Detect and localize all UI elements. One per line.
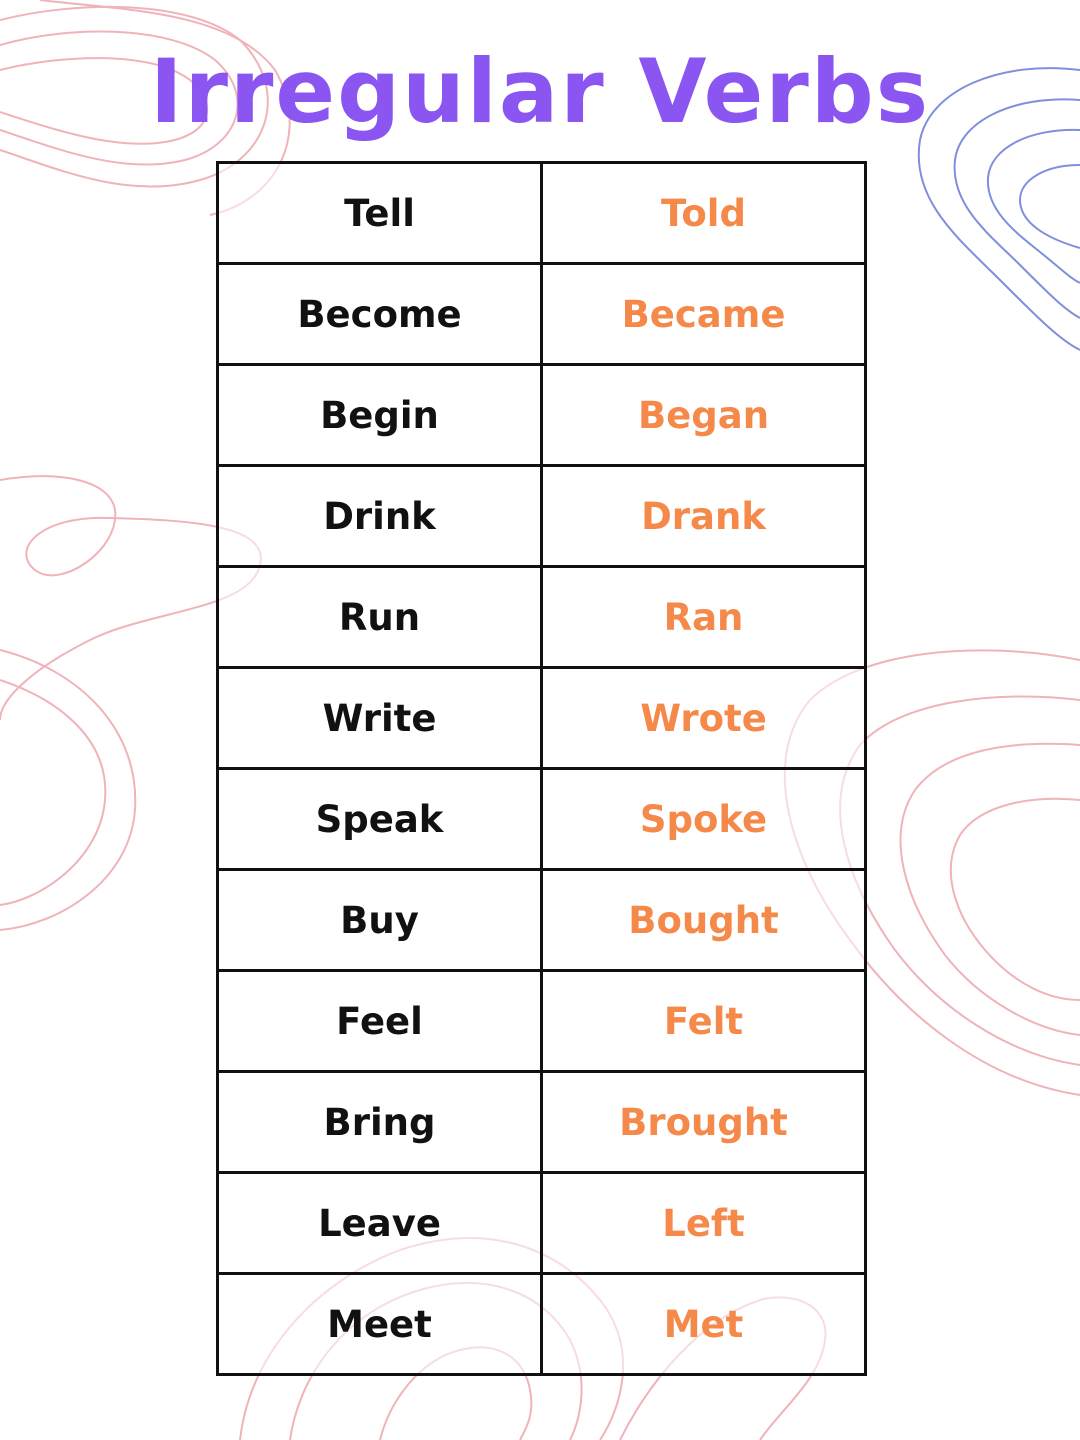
past-form-cell: Left bbox=[542, 1173, 866, 1274]
verb-row bbox=[218, 1072, 866, 1173]
verb-row bbox=[218, 1173, 866, 1274]
verb-row bbox=[218, 567, 866, 668]
verb-row bbox=[218, 870, 866, 971]
verb-row bbox=[218, 365, 866, 466]
base-form-cell: Become bbox=[218, 264, 542, 365]
base-form-cell: Tell bbox=[218, 163, 542, 264]
past-form-cell: Began bbox=[542, 365, 866, 466]
past-form-cell: Wrote bbox=[542, 668, 866, 769]
base-form-cell: Bring bbox=[218, 1072, 542, 1173]
verb-table-body bbox=[218, 163, 866, 1375]
past-form-cell: Told bbox=[542, 163, 866, 264]
base-form-cell: Drink bbox=[218, 466, 542, 567]
past-form-cell: Became bbox=[542, 264, 866, 365]
base-form-cell: Leave bbox=[218, 1173, 542, 1274]
past-form-cell: Drank bbox=[542, 466, 866, 567]
base-form-cell: Feel bbox=[218, 971, 542, 1072]
past-form-cell: Bought bbox=[542, 870, 866, 971]
verb-row bbox=[218, 668, 866, 769]
verb-table bbox=[216, 161, 867, 1376]
verb-row bbox=[218, 163, 866, 264]
verb-row bbox=[218, 971, 866, 1072]
verb-row bbox=[218, 466, 866, 567]
past-form-cell: Ran bbox=[542, 567, 866, 668]
page-title: Irregular Verbs bbox=[149, 40, 931, 143]
base-form-cell: Buy bbox=[218, 870, 542, 971]
verb-row bbox=[218, 1274, 866, 1375]
past-form-cell: Felt bbox=[542, 971, 866, 1072]
past-form-cell: Met bbox=[542, 1274, 866, 1375]
past-form-cell: Brought bbox=[542, 1072, 866, 1173]
base-form-cell: Meet bbox=[218, 1274, 542, 1375]
verb-row bbox=[218, 264, 866, 365]
verb-row bbox=[218, 769, 866, 870]
base-form-cell: Speak bbox=[218, 769, 542, 870]
base-form-cell: Run bbox=[218, 567, 542, 668]
past-form-cell: Spoke bbox=[542, 769, 866, 870]
base-form-cell: Begin bbox=[218, 365, 542, 466]
base-form-cell: Write bbox=[218, 668, 542, 769]
